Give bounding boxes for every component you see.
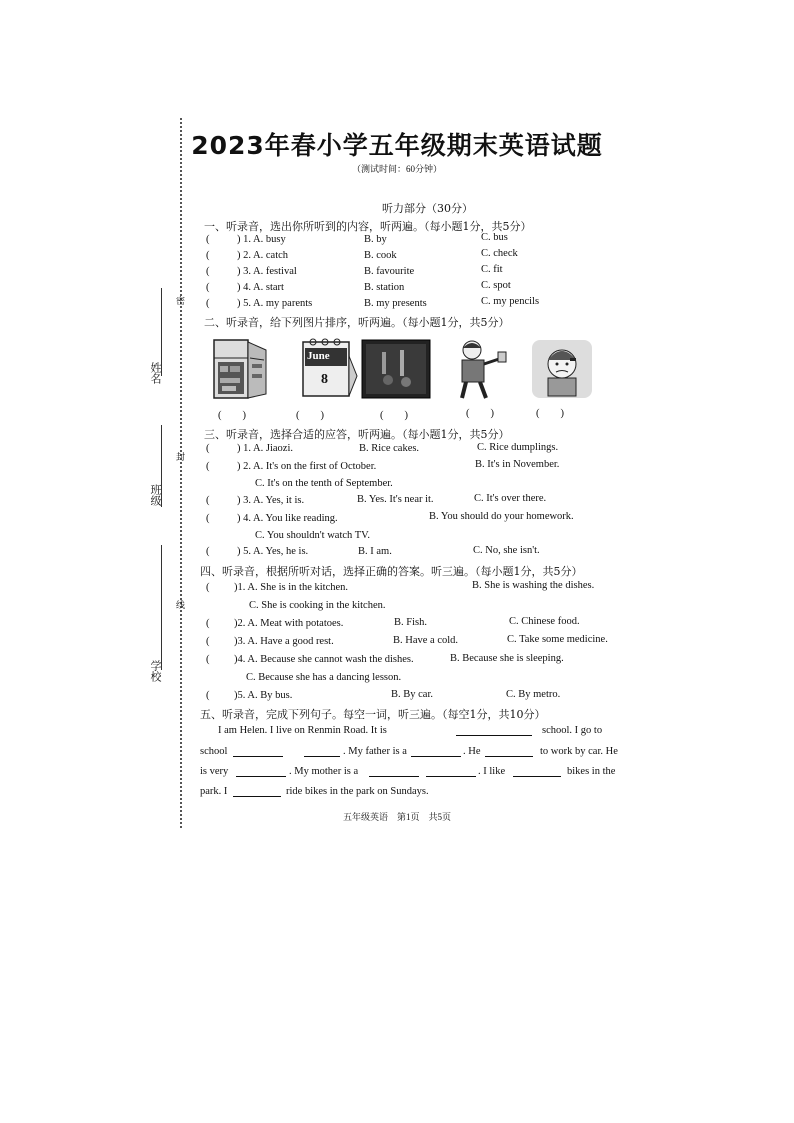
s3-q2-option-a: ) 2. A. It's on the first of October. <box>237 461 377 472</box>
s4-q3-option-b: B. Have a cold. <box>393 635 459 646</box>
calendar-day: 8 <box>321 372 328 387</box>
q3-option-b: B. favourite <box>364 266 415 277</box>
section3-heading: 三、听录音，选择合适的应答，听两遍。（每小题1分，共5分） <box>204 428 510 441</box>
pic4-answer-paren[interactable]: ( ) <box>466 408 494 419</box>
calendar-icon <box>297 336 361 402</box>
pic3-answer-paren[interactable]: ( ) <box>380 410 408 421</box>
s3-q2-option-b: B. It's in November. <box>475 459 560 470</box>
s3-q5-option-b: B. I am. <box>358 546 392 557</box>
s4-q4-option-b: B. Because she is sleeping. <box>450 653 564 664</box>
seal-mark-1: 密 <box>175 296 185 305</box>
passage-text: ride bikes in the park on Sundays. <box>286 786 429 797</box>
listening-part-title: 听力部分（30分） <box>382 202 473 215</box>
s4-q2-option-a: )2. A. Meat with potatoes. <box>234 618 344 629</box>
answer-paren[interactable]: ( <box>206 546 210 557</box>
q4-option-b: B. station <box>364 282 405 293</box>
name-blank <box>161 288 162 376</box>
fill-blank[interactable] <box>411 745 461 757</box>
s4-q5-option-b: B. By car. <box>391 689 433 700</box>
s3-q5-option-a: ) 5. A. Yes, he is. <box>237 546 309 557</box>
section2-heading: 二、听录音，给下列图片排序，听两遍。（每小题1分，共5分） <box>204 316 510 329</box>
s4-q5-option-a: )5. A. By bus. <box>234 690 293 701</box>
test-duration: （测试时间：60分钟） <box>351 164 442 174</box>
page-title: 2023年春小学五年级期末英语试题 <box>191 131 603 160</box>
q3-option-c: C. fit <box>481 264 503 275</box>
s4-q5-option-c: C. By metro. <box>506 689 561 700</box>
section4-heading: 四、听录音，根据所听对话，选择正确的答案。听三遍。（每小题1分，共5分） <box>200 565 583 578</box>
fill-blank[interactable] <box>426 765 476 777</box>
s4-q1-option-c: C. She is cooking in the kitchen. <box>249 600 386 611</box>
q4-option-c: C. spot <box>481 280 511 291</box>
s3-q3-option-a: ) 3. A. Yes, it is. <box>237 495 305 506</box>
s4-q4-option-a: )4. A. Because she cannot wash the dishes. <box>234 654 414 665</box>
fill-blank[interactable] <box>236 765 286 777</box>
q1-option-a: ) 1. A. busy <box>237 234 286 245</box>
passage-text: . My mother is a <box>289 766 359 777</box>
class-label: 班级 <box>149 484 161 506</box>
passage-text: . I like <box>478 766 506 777</box>
passage-text: I am Helen. I live on Renmin Road. It is <box>218 725 387 736</box>
s4-q3-option-c: C. Take some medicine. <box>507 634 608 645</box>
s3-q2-option-c: C. It's on the tenth of September. <box>255 478 393 489</box>
name-label: 姓名 <box>149 362 161 384</box>
fill-blank[interactable] <box>513 765 561 777</box>
passage-text: . My father is a <box>343 746 407 757</box>
s3-q1-option-c: C. Rice dumplings. <box>477 442 559 453</box>
s3-q4-option-a: ) 4. A. You like reading. <box>237 513 338 524</box>
seal-mark-3: 线 <box>175 600 185 609</box>
passage-text: park. I <box>200 786 228 797</box>
pic5-answer-paren[interactable]: ( ) <box>536 408 564 419</box>
q4-option-a: ) 4. A. start <box>237 282 284 293</box>
answer-paren[interactable]: ( <box>206 461 210 472</box>
answer-paren[interactable]: ( <box>206 266 210 277</box>
school-blank <box>161 545 162 670</box>
school-label: 学校 <box>149 660 161 682</box>
s4-q2-option-b: B. Fish. <box>394 617 427 628</box>
q1-option-c: C. bus <box>481 232 508 243</box>
section5-heading: 五、听录音，完成下列句子。每空一词，听三遍。（每空1分，共10分） <box>200 708 546 721</box>
calendar-picture <box>297 336 361 402</box>
fridge-picture <box>210 336 274 402</box>
passage-text: is very <box>200 766 229 777</box>
s4-q1-option-b: B. She is washing the dishes. <box>472 580 595 591</box>
seal-mark-2: 封 <box>175 452 185 461</box>
fill-blank[interactable] <box>369 765 419 777</box>
answer-paren[interactable]: ( <box>206 582 210 593</box>
boy-picture <box>446 336 510 402</box>
passage-text: school. I go to <box>542 725 603 736</box>
passage-text: to work by car. He <box>540 746 618 757</box>
q2-option-a: ) 2. A. catch <box>237 250 289 261</box>
s4-q2-option-c: C. Chinese food. <box>509 616 580 627</box>
answer-paren[interactable]: ( <box>206 618 210 629</box>
s3-q1-option-a: ) 1. A. Jiaozi. <box>237 443 293 454</box>
pic1-answer-paren[interactable]: ( ) <box>218 410 246 421</box>
class-blank <box>161 425 162 507</box>
q1-option-b: B. by <box>364 234 387 245</box>
fill-blank[interactable] <box>485 745 533 757</box>
sick-child-picture <box>530 336 594 402</box>
answer-paren[interactable]: ( <box>206 513 210 524</box>
passage-text: bikes in the <box>567 766 616 777</box>
fill-blank[interactable] <box>233 785 281 797</box>
pic2-answer-paren[interactable]: ( ) <box>296 410 324 421</box>
s3-q3-option-b: B. Yes. It's near it. <box>357 494 434 505</box>
s4-q3-option-a: )3. A. Have a good rest. <box>234 636 334 647</box>
q5-option-c: C. my pencils <box>481 296 540 307</box>
answer-paren[interactable]: ( <box>206 298 210 309</box>
passage-text: school <box>200 746 228 757</box>
answer-paren[interactable]: ( <box>206 443 210 454</box>
binding-dashed-line <box>180 118 182 828</box>
answer-paren[interactable]: ( <box>206 690 210 701</box>
answer-paren[interactable]: ( <box>206 250 210 261</box>
fill-blank[interactable] <box>304 745 340 757</box>
fill-blank[interactable] <box>456 724 532 736</box>
s3-q3-option-c: C. It's over there. <box>474 493 547 504</box>
section1-heading: 一、听录音，选出你所听到的内容，听两遍。（每小题1分，共5分） <box>204 220 532 233</box>
night-scene-picture <box>360 336 432 402</box>
q5-option-a: ) 5. A. my parents <box>237 298 313 309</box>
q2-option-c: C. check <box>481 248 518 259</box>
q2-option-b: B. cook <box>364 250 397 261</box>
answer-paren[interactable]: ( <box>206 282 210 293</box>
answer-paren[interactable]: ( <box>206 654 210 665</box>
page-footer: 五年级英语 第1页 共5页 <box>342 812 451 822</box>
q3-option-a: ) 3. A. festival <box>237 266 297 277</box>
s3-q5-option-c: C. No, she isn't. <box>473 545 540 556</box>
s4-q4-option-c: C. Because she has a dancing lesson. <box>246 672 402 683</box>
answer-paren[interactable]: ( <box>206 636 210 647</box>
passage-text: . He <box>463 746 481 757</box>
s4-q1-option-a: )1. A. She is in the kitchen. <box>234 582 349 593</box>
answer-paren[interactable]: ( <box>206 495 210 506</box>
calendar-month: June <box>307 350 330 362</box>
s3-q4-option-b: B. You should do your homework. <box>429 511 574 522</box>
s3-q4-option-c: C. You shouldn't watch TV. <box>255 530 370 541</box>
s3-q1-option-b: B. Rice cakes. <box>359 443 420 454</box>
answer-paren[interactable]: ( <box>206 234 210 245</box>
q5-option-b: B. my presents <box>364 298 427 309</box>
fill-blank[interactable] <box>233 745 283 757</box>
